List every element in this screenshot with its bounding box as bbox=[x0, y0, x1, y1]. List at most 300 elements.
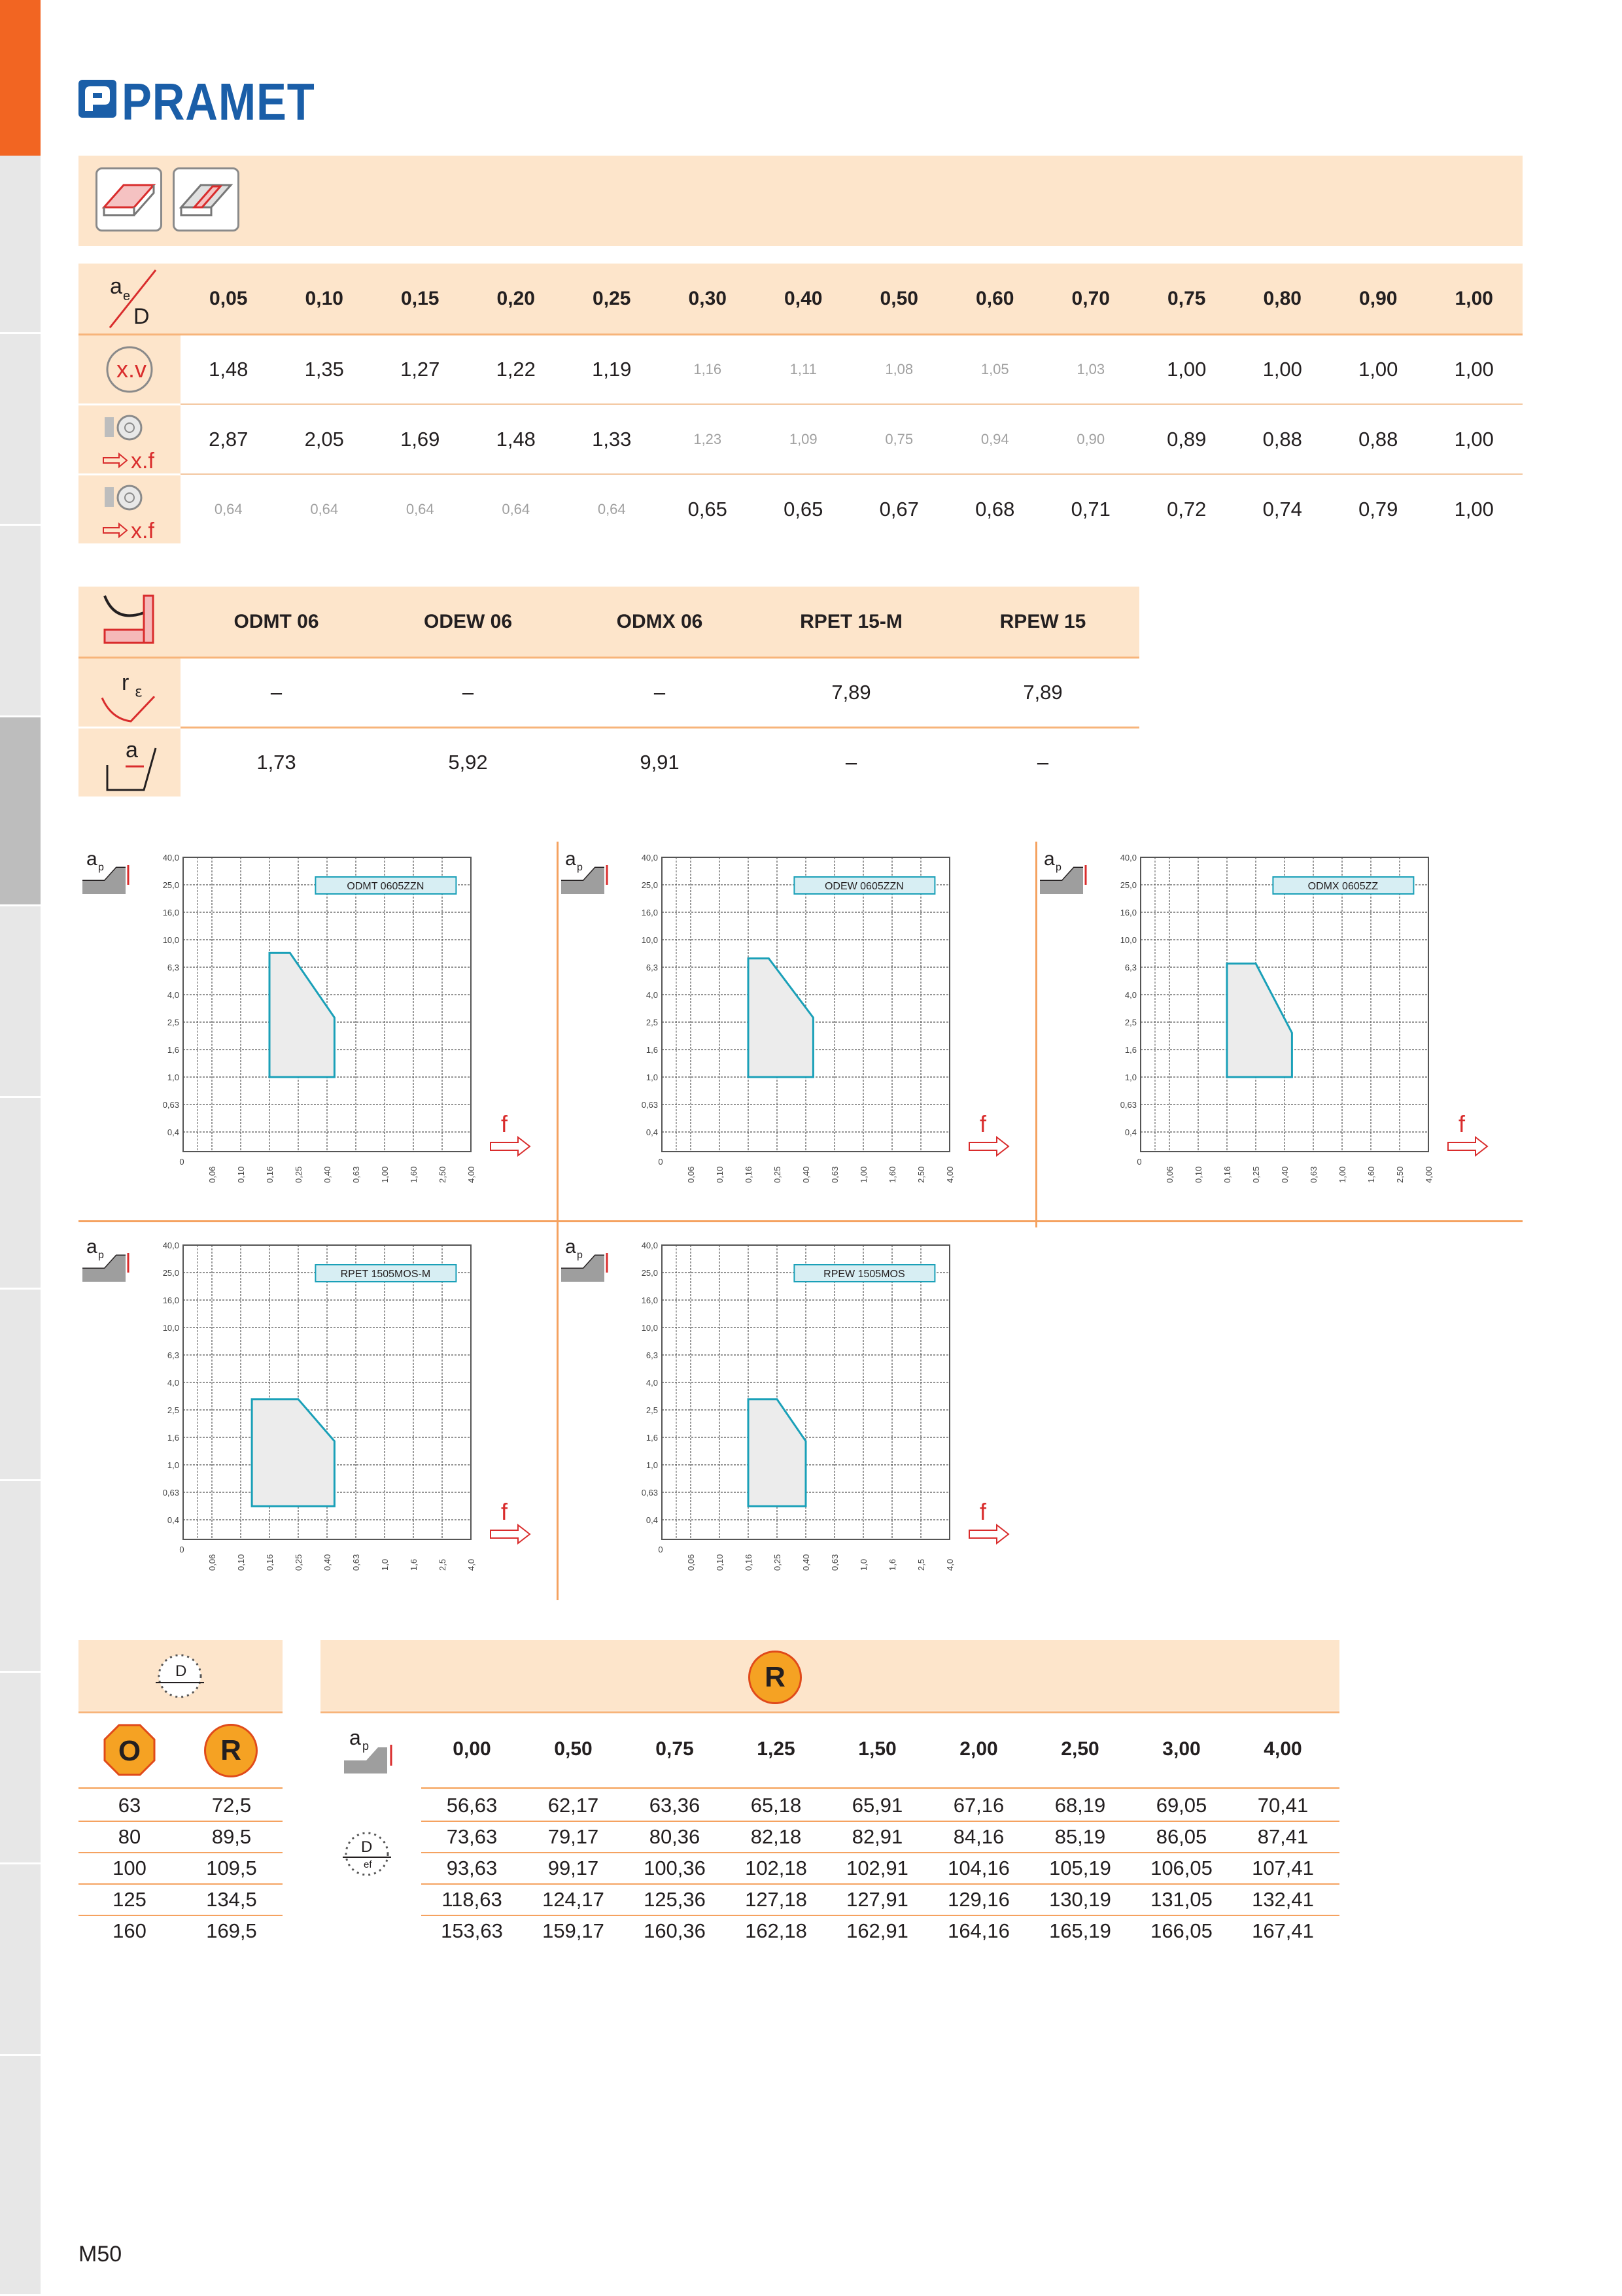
x-tick-label: 2,50 bbox=[916, 1166, 926, 1183]
x-tick-label: 0,40 bbox=[801, 1554, 811, 1571]
table3-col-header: 0,00 bbox=[453, 1738, 491, 1760]
x-tick-label: 0,06 bbox=[207, 1554, 217, 1571]
y-tick-label: 16,0 bbox=[162, 908, 179, 917]
ap-small-subscript: p bbox=[362, 1739, 370, 1753]
table3-right-cell: 167,41 bbox=[1252, 1919, 1314, 1942]
table2-col-header: RPEW 15 bbox=[999, 610, 1086, 632]
x-tick-label: 0,06 bbox=[686, 1166, 696, 1183]
table2-cell: 7,89 bbox=[831, 681, 871, 704]
side-tab[interactable] bbox=[0, 526, 41, 717]
y-tick-label: 0,4 bbox=[1124, 1127, 1137, 1137]
table1-cell: 1,08 bbox=[885, 361, 914, 377]
table3-right-cell: 82,91 bbox=[852, 1825, 903, 1848]
table3-col-header: 1,50 bbox=[858, 1738, 897, 1760]
table3-right-cell: 106,05 bbox=[1150, 1857, 1213, 1879]
badge-r-header: R bbox=[748, 1651, 802, 1704]
table1-cell: 1,23 bbox=[693, 431, 722, 447]
chart-title: ODMT 0605ZZN bbox=[347, 881, 424, 892]
table1-row-rule bbox=[181, 403, 1523, 405]
diameter-label: D bbox=[175, 1662, 187, 1680]
table3-right-cell: 84,16 bbox=[953, 1825, 1005, 1848]
profile-arc bbox=[105, 596, 144, 615]
ap-icon-body bbox=[82, 1256, 126, 1282]
y-tick-label: 2,5 bbox=[167, 1018, 179, 1027]
x-tick-label: 0,10 bbox=[236, 1554, 246, 1571]
y-tick-label: 25,0 bbox=[1120, 880, 1137, 890]
y-tick-label: 2,5 bbox=[167, 1405, 179, 1415]
side-tab[interactable] bbox=[0, 1290, 41, 1481]
table3-right-cell: 131,05 bbox=[1150, 1888, 1213, 1911]
table2-cell: 7,89 bbox=[1023, 681, 1063, 704]
f-label: f bbox=[980, 1110, 987, 1137]
xf-label: x.f bbox=[131, 449, 154, 473]
x-tick-label: 4,0 bbox=[466, 1558, 476, 1571]
x-tick-label: 0,25 bbox=[1251, 1166, 1261, 1183]
x-tick-label: 0,16 bbox=[744, 1166, 753, 1183]
table3-col-header: 2,00 bbox=[959, 1738, 998, 1760]
table3-col-header: 2,50 bbox=[1061, 1738, 1099, 1760]
ae-subscript: e bbox=[123, 289, 131, 303]
table1-cell: 0,64 bbox=[310, 501, 339, 517]
origin-label: 0 bbox=[179, 1157, 184, 1167]
y-tick-label: 2,5 bbox=[646, 1018, 658, 1027]
x-tick-label: 2,50 bbox=[1395, 1166, 1405, 1183]
table1-cell: 1,00 bbox=[1454, 358, 1494, 381]
table3-right-cell: 118,63 bbox=[441, 1888, 502, 1911]
y-tick-label: 25,0 bbox=[641, 1268, 658, 1278]
table1-row-rule bbox=[181, 473, 1523, 475]
table3-right-cell: 85,19 bbox=[1054, 1825, 1106, 1848]
table3-col-header: 4,00 bbox=[1264, 1738, 1302, 1760]
y-tick-label: 40,0 bbox=[641, 853, 658, 863]
y-tick-label: 25,0 bbox=[641, 880, 658, 890]
table3-right-cell: 65,18 bbox=[750, 1794, 802, 1817]
side-tab[interactable] bbox=[0, 2056, 41, 2296]
diameter-icon bbox=[150, 1647, 209, 1705]
y-tick-label: 4,0 bbox=[1124, 990, 1137, 1000]
origin-label: 0 bbox=[179, 1545, 184, 1554]
table3-right-cell: 93,63 bbox=[446, 1857, 498, 1879]
table1-col-header: 0,25 bbox=[593, 287, 631, 309]
table1-cell: 0,79 bbox=[1358, 498, 1398, 521]
y-tick-label: 0,4 bbox=[167, 1127, 179, 1137]
y-tick-label: 16,0 bbox=[162, 1295, 179, 1305]
chamfer-width-icon bbox=[78, 728, 181, 797]
xv-label: x.v bbox=[116, 356, 147, 383]
table3-right-cell: 127,18 bbox=[745, 1888, 807, 1911]
x-tick-label: 0,16 bbox=[1222, 1166, 1232, 1183]
x-tick-label: 0,63 bbox=[830, 1166, 840, 1183]
slot-milling-icon bbox=[173, 167, 239, 231]
table1-col-header: 0,10 bbox=[305, 287, 343, 309]
feed-direction-arrow-icon bbox=[1448, 1137, 1487, 1156]
corner-radius-icon bbox=[78, 659, 181, 727]
side-tab-active[interactable] bbox=[0, 0, 41, 156]
ap-label: a bbox=[565, 1236, 576, 1258]
chart-panel bbox=[78, 842, 556, 1218]
y-tick-label: 10,0 bbox=[1120, 935, 1137, 945]
x-tick-label: 1,60 bbox=[1366, 1166, 1376, 1183]
x-tick-label: 1,00 bbox=[380, 1166, 390, 1183]
insert-profile-icon bbox=[78, 587, 181, 657]
y-tick-label: 0,63 bbox=[641, 1488, 658, 1498]
table1-cell: 1,03 bbox=[1077, 361, 1105, 377]
y-tick-label: 1,6 bbox=[167, 1045, 179, 1055]
feed-factor-offset-icon bbox=[78, 475, 181, 543]
x-tick-label: 0,06 bbox=[686, 1554, 696, 1571]
table1-cell: 0,88 bbox=[1262, 428, 1302, 451]
badge-r: R bbox=[204, 1724, 258, 1777]
table3-right-cell: 107,41 bbox=[1252, 1857, 1314, 1879]
table3-left-cell: 134,5 bbox=[206, 1888, 257, 1911]
x-tick-label: 4,00 bbox=[466, 1166, 476, 1183]
x-tick-label: 2,5 bbox=[438, 1558, 447, 1571]
side-tab[interactable] bbox=[0, 1864, 41, 2056]
table2-cell: 1,73 bbox=[256, 751, 296, 774]
chart-svg bbox=[557, 1229, 1035, 1609]
table1-cell: 1,33 bbox=[592, 428, 632, 451]
table3-right-cell: 99,17 bbox=[547, 1857, 599, 1879]
x-tick-label: 1,6 bbox=[888, 1558, 897, 1571]
table1-cell: 0,65 bbox=[784, 498, 823, 521]
table1-cell: 1,48 bbox=[209, 358, 249, 381]
y-tick-label: 40,0 bbox=[162, 853, 179, 863]
x-tick-label: 0,06 bbox=[1165, 1166, 1175, 1183]
ap-small-icon bbox=[340, 1713, 399, 1785]
table3-left-cell: 80 bbox=[118, 1825, 141, 1848]
table3-right-cell: 162,91 bbox=[846, 1919, 908, 1942]
table3-left-cell: 125 bbox=[112, 1888, 147, 1911]
table3-right-cell: 102,91 bbox=[846, 1857, 908, 1879]
table1-col-header: 0,40 bbox=[784, 287, 823, 309]
table1-cell: 0,94 bbox=[980, 431, 1009, 447]
table3-right-cell: 80,36 bbox=[649, 1825, 700, 1848]
table3-left-cell: 100 bbox=[112, 1857, 147, 1879]
x-tick-label: 4,00 bbox=[945, 1166, 955, 1183]
chart-svg bbox=[78, 1229, 556, 1609]
x-tick-label: 2,50 bbox=[438, 1166, 447, 1183]
y-tick-label: 10,0 bbox=[162, 1323, 179, 1333]
y-tick-label: 1,6 bbox=[167, 1433, 179, 1443]
ap-label: a bbox=[1044, 848, 1055, 870]
feed-factor-icon bbox=[78, 405, 181, 473]
x-tick-label: 0,63 bbox=[1309, 1166, 1319, 1183]
y-tick-label: 6,3 bbox=[1124, 963, 1137, 972]
table1-cell: 1,69 bbox=[400, 428, 440, 451]
y-tick-label: 4,0 bbox=[167, 1378, 179, 1388]
side-tab[interactable] bbox=[0, 156, 41, 334]
table3-right-cell: 160,36 bbox=[644, 1919, 706, 1942]
ap-label: a bbox=[565, 848, 576, 870]
x-tick-label: 0,40 bbox=[322, 1554, 332, 1571]
table1-cell: 0,65 bbox=[687, 498, 727, 521]
table1-cell: 2,87 bbox=[209, 428, 249, 451]
chart-title: ODEW 0605ZZN bbox=[824, 881, 904, 892]
page-number: M50 bbox=[78, 2242, 122, 2267]
table1-col-header: 0,30 bbox=[688, 287, 727, 309]
y-tick-label: 40,0 bbox=[641, 1241, 658, 1250]
table3-right-cell: 162,18 bbox=[745, 1919, 807, 1942]
ae-over-d-icon bbox=[78, 264, 181, 334]
table1-cell: 0,64 bbox=[597, 501, 626, 517]
origin-label: 0 bbox=[658, 1157, 663, 1167]
ap-label: a bbox=[86, 1236, 97, 1258]
origin-label: 0 bbox=[658, 1545, 663, 1554]
y-tick-label: 4,0 bbox=[167, 990, 179, 1000]
table3-right-cell: 102,18 bbox=[745, 1857, 807, 1879]
table1-cell: 0,68 bbox=[975, 498, 1015, 521]
workpiece-block bbox=[105, 417, 114, 437]
ap-icon-body bbox=[561, 868, 604, 894]
y-tick-label: 6,3 bbox=[646, 963, 658, 972]
table2-col-header: ODMX 06 bbox=[616, 610, 703, 632]
feed-arrow-icon bbox=[103, 524, 127, 537]
y-tick-label: 1,6 bbox=[646, 1433, 658, 1443]
x-tick-label: 0,40 bbox=[1280, 1166, 1290, 1183]
rotation-speed-icon bbox=[78, 335, 181, 403]
table1-cell: 2,05 bbox=[304, 428, 344, 451]
table1-cell: 0,64 bbox=[502, 501, 530, 517]
a-symbol: a bbox=[126, 738, 138, 762]
d-symbol: D bbox=[133, 304, 150, 329]
table3-right-cell: 82,18 bbox=[750, 1825, 802, 1848]
brand-logo: PRAMET bbox=[122, 73, 315, 131]
ap-small-icon bbox=[340, 1713, 399, 1785]
y-tick-label: 16,0 bbox=[641, 908, 658, 917]
radius-curve bbox=[102, 696, 154, 721]
table1-cell: 0,75 bbox=[885, 431, 914, 447]
table3-col-header: 1,25 bbox=[757, 1738, 795, 1760]
chart-panel bbox=[557, 1229, 1035, 1606]
y-tick-label: 2,5 bbox=[646, 1405, 658, 1415]
diameter-icon bbox=[150, 1647, 209, 1705]
table3-right-cell: 166,05 bbox=[1150, 1919, 1213, 1942]
effective-diameter-icon bbox=[337, 1825, 396, 1883]
y-tick-label: 16,0 bbox=[641, 1295, 658, 1305]
feed-factor-icon bbox=[78, 405, 181, 473]
y-tick-label: 0,4 bbox=[646, 1515, 658, 1525]
table1-cell: 0,90 bbox=[1077, 431, 1105, 447]
x-tick-label: 0,10 bbox=[236, 1166, 246, 1183]
chart-title: RPEW 1505MOS bbox=[823, 1269, 905, 1280]
x-tick-label: 0,10 bbox=[1194, 1166, 1203, 1183]
table3-right-cell: 127,91 bbox=[846, 1888, 908, 1911]
side-tab[interactable] bbox=[0, 906, 41, 1098]
x-tick-label: 0,25 bbox=[294, 1166, 303, 1183]
section-header-band bbox=[78, 156, 1523, 246]
table2-cell: – bbox=[1037, 751, 1049, 774]
chamfer-width-icon bbox=[78, 728, 181, 797]
chart-panel bbox=[78, 1229, 556, 1606]
table1-col-header: 0,90 bbox=[1359, 287, 1398, 309]
feed-arrow-icon bbox=[103, 454, 127, 467]
table3-right-cell: 65,91 bbox=[852, 1794, 903, 1817]
tool-circle bbox=[118, 416, 141, 439]
table1-col-header: 0,75 bbox=[1167, 287, 1206, 309]
x-tick-label: 0,63 bbox=[830, 1554, 840, 1571]
table3-right-cell: 70,41 bbox=[1257, 1794, 1309, 1817]
chart-title: RPET 1505MOS-M bbox=[340, 1269, 431, 1280]
ap-icon-body bbox=[82, 868, 126, 894]
table2-col-header: ODMT 06 bbox=[233, 610, 319, 632]
ae-over-d-icon bbox=[78, 264, 181, 334]
table1-col-header: 0,50 bbox=[880, 287, 918, 309]
ap-subscript: p bbox=[577, 1250, 583, 1261]
y-tick-label: 0,63 bbox=[162, 1100, 179, 1110]
table1-cell: 0,74 bbox=[1262, 498, 1302, 521]
table3-right-cell: 159,17 bbox=[542, 1919, 604, 1942]
profile-wall bbox=[144, 596, 153, 643]
table1-cell: 0,64 bbox=[406, 501, 434, 517]
y-tick-label: 40,0 bbox=[162, 1241, 179, 1250]
table3-col-header: 3,00 bbox=[1162, 1738, 1201, 1760]
xf-label: x.f bbox=[131, 519, 154, 543]
side-tab[interactable] bbox=[0, 334, 41, 526]
x-tick-label: 0,10 bbox=[715, 1554, 725, 1571]
x-tick-label: 4,00 bbox=[1424, 1166, 1434, 1183]
table1-cell: 1,09 bbox=[789, 431, 818, 447]
table1-col-header: 0,70 bbox=[1071, 287, 1110, 309]
y-tick-label: 1,0 bbox=[1124, 1072, 1137, 1082]
feed-factor-offset-icon bbox=[78, 475, 181, 543]
ap-icon-body bbox=[1040, 868, 1083, 894]
x-tick-label: 0,40 bbox=[801, 1166, 811, 1183]
table2-cell: 5,92 bbox=[448, 751, 488, 774]
table3-left-cell: 63 bbox=[118, 1794, 141, 1817]
badge-o bbox=[103, 1724, 156, 1776]
x-tick-label: 1,00 bbox=[1337, 1166, 1347, 1183]
f-label: f bbox=[1458, 1110, 1466, 1137]
table3-left-cell: 160 bbox=[112, 1919, 147, 1942]
table1-cell: 1,11 bbox=[789, 361, 817, 377]
table3-right-cell: 125,36 bbox=[644, 1888, 706, 1911]
table1-cell: 0,88 bbox=[1358, 428, 1398, 451]
flat-milling-icon bbox=[95, 167, 162, 231]
y-tick-label: 6,3 bbox=[167, 1350, 179, 1360]
table1-col-header: 0,80 bbox=[1263, 287, 1302, 309]
tool-circle bbox=[118, 486, 141, 509]
table3-right-cell: 124,17 bbox=[542, 1888, 604, 1911]
table2-cell: – bbox=[270, 681, 283, 704]
x-tick-label: 0,16 bbox=[265, 1166, 275, 1183]
f-label: f bbox=[980, 1498, 987, 1525]
f-label: f bbox=[501, 1110, 508, 1137]
y-tick-label: 25,0 bbox=[162, 880, 179, 890]
x-tick-label: 0,16 bbox=[744, 1554, 753, 1571]
table1-cell: 1,00 bbox=[1262, 358, 1302, 381]
table3-right-cell: 62,17 bbox=[547, 1794, 599, 1817]
rotation-speed-icon bbox=[78, 335, 181, 403]
table2-cell: – bbox=[462, 681, 474, 704]
y-tick-label: 10,0 bbox=[641, 1323, 658, 1333]
table1-cell: 1,27 bbox=[400, 358, 440, 381]
x-tick-label: 0,16 bbox=[265, 1554, 275, 1571]
badge-o-shape bbox=[103, 1724, 156, 1776]
table1-cell: 0,67 bbox=[879, 498, 919, 521]
table1-cell: 1,22 bbox=[496, 358, 536, 381]
ap-subscript: p bbox=[577, 862, 583, 873]
y-tick-label: 16,0 bbox=[1120, 908, 1137, 917]
table2-col-header: ODEW 06 bbox=[423, 610, 513, 632]
table1-col-header: 0,60 bbox=[976, 287, 1014, 309]
y-tick-label: 40,0 bbox=[1120, 853, 1137, 863]
side-tab-current[interactable] bbox=[0, 717, 41, 904]
table3-right-cell: 130,19 bbox=[1049, 1888, 1111, 1911]
y-tick-label: 0,63 bbox=[641, 1100, 658, 1110]
table3-right-cell: 56,63 bbox=[446, 1794, 498, 1817]
table3-right-cell: 73,63 bbox=[446, 1825, 498, 1848]
table1-cell: 1,00 bbox=[1454, 498, 1494, 521]
table3-right-cell: 63,36 bbox=[649, 1794, 700, 1817]
x-tick-label: 1,60 bbox=[409, 1166, 419, 1183]
y-tick-label: 0,4 bbox=[646, 1127, 658, 1137]
chart-svg bbox=[1036, 842, 1523, 1221]
chart-panel bbox=[1036, 842, 1523, 1218]
y-tick-label: 10,0 bbox=[641, 935, 658, 945]
table2-col-header: RPET 15-M bbox=[800, 610, 903, 632]
table1-cell: 1,19 bbox=[592, 358, 632, 381]
epsilon-subscript: ε bbox=[135, 684, 143, 700]
x-tick-label: 1,0 bbox=[859, 1558, 869, 1571]
table3-right-cell: 153,63 bbox=[441, 1919, 503, 1942]
table3-right-cell: 165,19 bbox=[1049, 1919, 1111, 1942]
table3-right-rule bbox=[421, 1787, 1339, 1789]
y-tick-label: 1,0 bbox=[167, 1072, 179, 1082]
y-tick-label: 2,5 bbox=[1124, 1018, 1137, 1027]
table3-left-cell: 72,5 bbox=[211, 1794, 252, 1817]
table3-right-cell: 69,05 bbox=[1156, 1794, 1207, 1817]
y-tick-label: 1,0 bbox=[646, 1460, 658, 1470]
y-tick-label: 0,63 bbox=[162, 1488, 179, 1498]
ap-label: a bbox=[86, 848, 97, 870]
badge-o-label: O bbox=[118, 1735, 141, 1767]
chart-svg bbox=[557, 842, 1035, 1221]
table1-cell: 0,64 bbox=[214, 501, 243, 517]
table3-right-cell: 87,41 bbox=[1257, 1825, 1309, 1848]
table3-left-cell: 109,5 bbox=[206, 1857, 257, 1879]
ae-symbol: a bbox=[110, 274, 122, 299]
x-tick-label: 0,10 bbox=[715, 1166, 725, 1183]
x-tick-label: 1,6 bbox=[409, 1558, 419, 1571]
table1-cell: 0,89 bbox=[1167, 428, 1207, 451]
y-tick-label: 6,3 bbox=[646, 1350, 658, 1360]
table1-cell: 1,48 bbox=[496, 428, 536, 451]
x-tick-label: 1,60 bbox=[888, 1166, 897, 1183]
table3-right-cell: 104,16 bbox=[948, 1857, 1010, 1879]
table3-right-cell: 67,16 bbox=[953, 1794, 1005, 1817]
side-tab[interactable] bbox=[0, 1098, 41, 1290]
table2-cell: – bbox=[653, 681, 666, 704]
table3-col-header: 0,75 bbox=[655, 1738, 694, 1760]
x-tick-label: 0,40 bbox=[322, 1166, 332, 1183]
table1-cell: 1,05 bbox=[980, 361, 1009, 377]
table2-cell: – bbox=[845, 751, 857, 774]
x-tick-label: 1,00 bbox=[859, 1166, 869, 1183]
y-tick-label: 1,6 bbox=[646, 1045, 658, 1055]
side-tab[interactable] bbox=[0, 1481, 41, 1673]
y-tick-label: 4,0 bbox=[646, 1378, 658, 1388]
table3-right-cell: 86,05 bbox=[1156, 1825, 1207, 1848]
y-tick-label: 25,0 bbox=[162, 1268, 179, 1278]
y-tick-label: 1,0 bbox=[646, 1072, 658, 1082]
table3-left-cell: 169,5 bbox=[206, 1919, 257, 1942]
origin-label: 0 bbox=[1137, 1157, 1142, 1167]
table3-right-cell: 105,19 bbox=[1049, 1857, 1111, 1879]
side-tab[interactable] bbox=[0, 1673, 41, 1864]
table3-right-cell: 79,17 bbox=[547, 1825, 599, 1848]
y-tick-label: 10,0 bbox=[162, 935, 179, 945]
y-tick-label: 4,0 bbox=[646, 990, 658, 1000]
